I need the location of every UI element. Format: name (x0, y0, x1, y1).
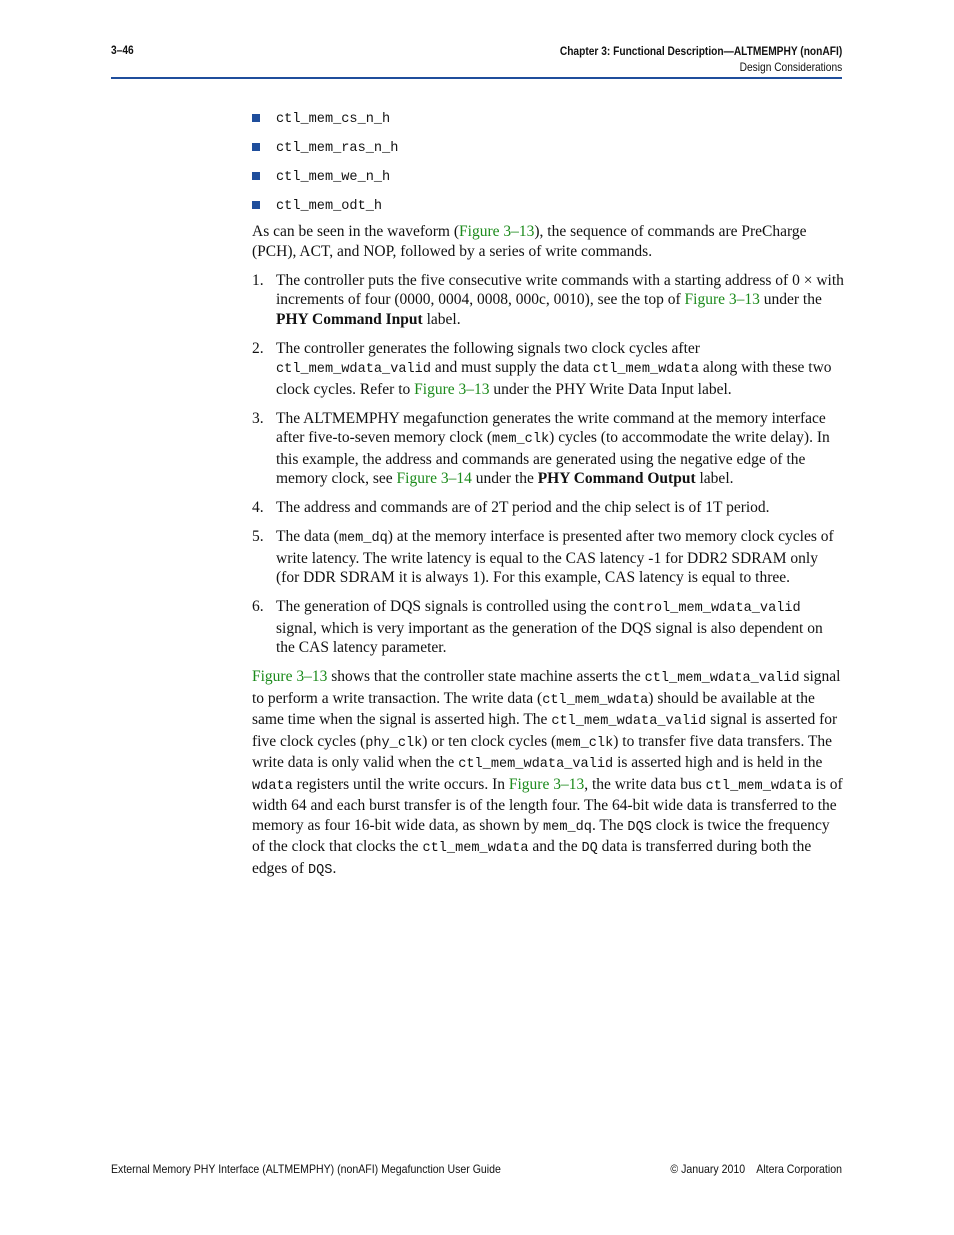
bullet-square-icon (252, 201, 260, 209)
step-item: 4. The address and commands are of 2T period and the chip select is of 1T period. (252, 499, 770, 516)
figure-link[interactable]: Figure 3–13 (508, 775, 585, 793)
figure-link[interactable]: Figure 3–13 (414, 380, 490, 398)
figure-link[interactable]: Figure 3–13 (459, 223, 535, 240)
signal-name: ctl_mem_ras_n_h (276, 141, 399, 156)
bullet-item (252, 164, 844, 193)
step-number: 2. (252, 339, 264, 357)
figure-link[interactable]: Figure 3–13 (252, 668, 328, 685)
footer-copyright: © January 2010 Altera Corporation (670, 1162, 842, 1176)
closing-paragraph: Figure 3–13 shows that the controller state machine asserts the ctl_mem_wdata_valid signal to perform a write transaction. The write data (ctl_mem_wdata) should be available at the same time when the signal is asserted high. The ctl_mem_wdata_valid signal is asserted for five clock cycles (phy_clk) or ten clock cycles (mem_clk) to transfer five data transfers. The write data is only valid when the ctl_mem_wdata_valid is asserted high and is held in the wdata registers until the write occurs. In Figure 3–13, the write data bus ctl_mem_wdata is of width 64 and each burst transfer is of the length four. The 64-bit wide data is transferred to the memory as four 16-bit wide data, as shown by mem_dq. The DQS clock is twice the frequency of the clock that clocks the ctl_mem_wdata and the DQ data is transferred during both the edges of DQS. (252, 668, 843, 878)
signal-name: ctl_mem_cs_n_h (276, 112, 391, 127)
step-number: 6. (252, 598, 264, 615)
figure-link[interactable]: Figure 3–14 (396, 470, 472, 487)
page-body (252, 106, 844, 890)
step-number: 4. (252, 499, 264, 516)
header-rule (111, 77, 842, 79)
step-item: 3. The ALTMEMPHY megafunction generates the write command at the memory interface after five-to-seven memory clock (mem_clk) cycles (to accommodate the write delay). In this example, the address and commands are generated using the negative edge of the memory clock, see Figure 3–14 under the PHY Command Output label. (252, 409, 830, 487)
bullet-square-icon (252, 114, 260, 122)
bullet-square-icon (252, 172, 260, 180)
bullet-item (252, 193, 844, 222)
section-title: Design Considerations (739, 60, 842, 74)
footer-title: External Memory PHY Interface (ALTMEMPHY) (nonAFI) Megafunction User Guide (111, 1162, 501, 1176)
signal-name: ctl_mem_we_n_h (276, 170, 391, 185)
chapter-title: Chapter 3: Functional Description—ALTMEMPHY (nonAFI) (559, 44, 842, 58)
step-item: 5. The data (mem_dq) at the memory interface is presented after two memory clock cycles of write latency. The write latency is equal to the CAS latency -1 for DDR2 SDRAM only (for DDR SDRAM it is always 1). For this example, CAS latency is equal to three. (252, 528, 834, 586)
step-item: 1. The controller puts the five consecutive write commands with a starting address of 0 × with increments of four (0000, 0004, 0008, 000c, 0010), see the top of Figure 3–13 under the PHY Command Input label. (252, 271, 844, 328)
step-item: 2. The controller generates the following signals two clock cycles after ctl_mem_wdata_valid and must supply the data ctl_mem_wdata along with these two clock cycles. Refer to Figure 3–13 under the PHY Write Data Input label. (252, 339, 832, 398)
signal-name: ctl_mem_odt_h (276, 199, 383, 214)
step-number: 3. (252, 409, 264, 427)
step-item: 6. The generation of DQS signals is controlled using the control_mem_wdata_valid signal, which is very important as the generation of the DQS signal is also dependent on the CAS latency parameter. (252, 598, 823, 656)
bullet-square-icon (252, 143, 260, 151)
step-number: 5. (252, 528, 264, 545)
page-number: 3–46 (111, 43, 134, 57)
bullet-item (252, 106, 844, 135)
intro-paragraph: As can be seen in the waveform (Figure 3–13), the sequence of commands are PreCharge (PCH), ACT, and NOP, followed by a series of write commands. (252, 223, 807, 260)
figure-link[interactable]: Figure 3–13 (684, 291, 760, 308)
running-header (560, 43, 842, 75)
bullet-item (252, 135, 844, 164)
step-number: 1. (252, 271, 264, 289)
